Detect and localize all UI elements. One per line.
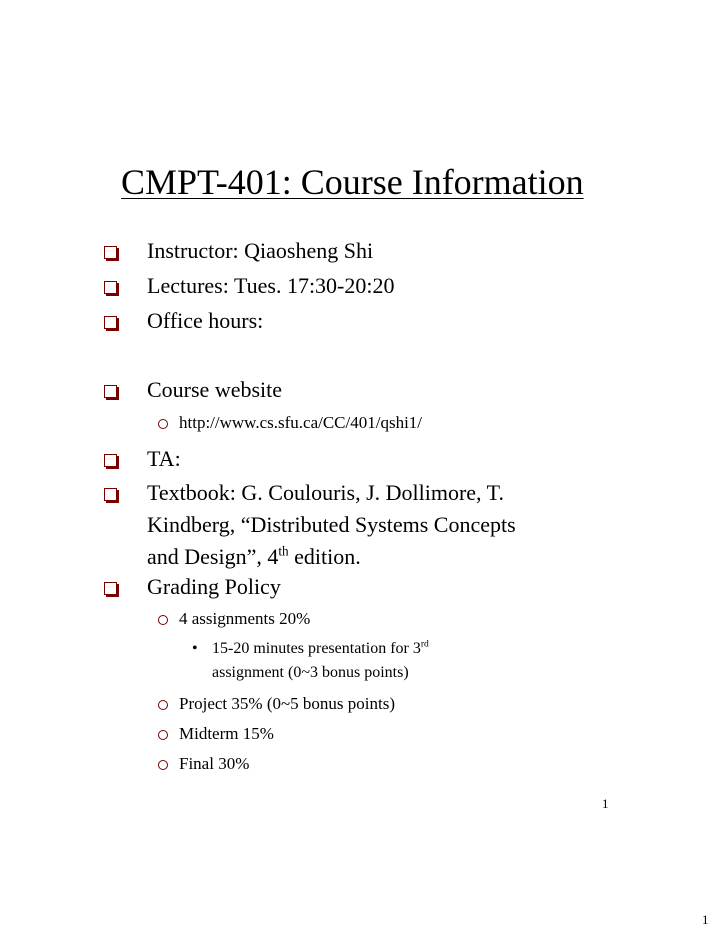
final-text: Final 30% — [179, 754, 250, 773]
midterm-text: Midterm 15% — [179, 724, 274, 743]
square-bullet-icon — [104, 582, 117, 595]
textbook-line-3 — [147, 541, 361, 573]
website-url-text: http://www.cs.sfu.ca/CC/401/qshi1/ — [179, 413, 423, 432]
circle-bullet-icon — [158, 615, 168, 625]
square-bullet-icon — [104, 316, 117, 329]
office-hours-text: Office hours: — [147, 308, 264, 333]
lectures-text: Lectures: Tues. 17:30-20:20 — [147, 273, 395, 298]
square-bullet-icon — [104, 281, 117, 294]
presentation-line-1 — [212, 637, 429, 661]
square-bullet-icon — [104, 454, 117, 467]
course-website-text: Course website — [147, 377, 283, 402]
square-bullet-icon — [104, 385, 117, 398]
presentation-line-2: assignment (0~3 bonus points) — [212, 664, 409, 681]
textbook-line-3-end: edition. — [288, 544, 361, 569]
presentation-superscript: rd — [420, 638, 429, 650]
slide-title: CMPT-401: Course Information — [121, 162, 584, 202]
circle-bullet-icon — [158, 419, 168, 429]
square-bullet-icon — [104, 488, 117, 501]
square-bullet-icon — [104, 246, 117, 259]
textbook-line-1: Textbook: G. Coulouris, J. Dollimore, T. — [147, 480, 504, 505]
textbook-edition-superscript: th — [278, 543, 289, 559]
textbook-line-2: Kindberg, “Distributed Systems Concepts — [147, 512, 516, 537]
circle-bullet-icon — [158, 730, 168, 740]
circle-bullet-icon — [158, 760, 168, 770]
presentation-line-1-start: 15-20 minutes presentation for 3 — [212, 640, 421, 657]
circle-bullet-icon — [158, 700, 168, 710]
instructor-text: Instructor: Qiaosheng Shi — [147, 238, 374, 263]
textbook-line-3-start: and Design”, 4 — [147, 544, 279, 569]
slide-number: 1 — [602, 796, 609, 811]
assignments-text: 4 assignments 20% — [179, 609, 311, 628]
ta-text: TA: — [147, 446, 181, 471]
project-text: Project 35% (0~5 bonus points) — [179, 694, 396, 713]
dot-bullet-icon: • — [192, 640, 198, 657]
grading-policy-text: Grading Policy — [147, 574, 281, 599]
page-number: 1 — [702, 912, 709, 927]
